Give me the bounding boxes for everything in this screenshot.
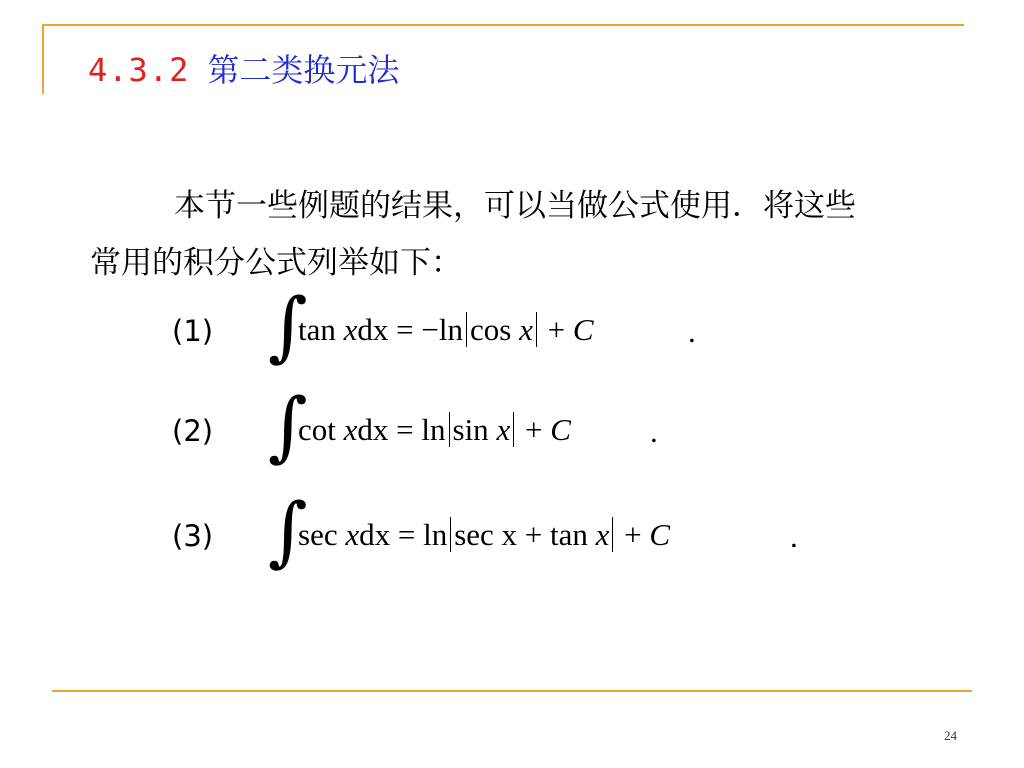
formula-label: (1) — [172, 314, 214, 348]
header-left-rule — [42, 24, 44, 94]
abs-bar-left — [449, 412, 450, 447]
header-top-rule — [42, 24, 964, 26]
formula-period: . — [790, 519, 798, 554]
integral-sign-icon: ∫ — [268, 281, 308, 370]
formula-2 — [0, 381, 1024, 480]
section-title: 第二类换元法 — [207, 51, 400, 89]
footer-rule — [52, 690, 972, 692]
page-number: 24 — [944, 728, 957, 743]
formula-expression: sec xdx = ln sec x + tan x + C — [298, 517, 671, 552]
abs-bar-right — [513, 412, 514, 447]
abs-bar-left — [466, 312, 467, 347]
section-number: 4.3.2 — [88, 51, 190, 89]
slide-title — [88, 50, 399, 90]
intro-paragraph: 本节一些例题的结果，可以当做公式使用．将这些常用的积分公式列举如下： — [90, 188, 856, 281]
formula-3 — [0, 486, 1024, 585]
integral-sign-icon: ∫ — [268, 486, 308, 575]
abs-bar-right — [536, 312, 537, 347]
abs-bar-right — [612, 517, 613, 552]
abs-bar-left — [450, 517, 451, 552]
formula-period: . — [688, 314, 696, 349]
formula-label: (2) — [172, 414, 214, 448]
formula-period: . — [650, 414, 658, 449]
formula-1 — [0, 281, 1024, 380]
formula-expression: cot xdx = ln sin x + C — [298, 412, 571, 447]
integral-sign-icon: ∫ — [268, 381, 308, 470]
formula-label: (3) — [172, 519, 214, 553]
formula-expression: tan xdx = −ln cos x + C — [298, 312, 594, 347]
